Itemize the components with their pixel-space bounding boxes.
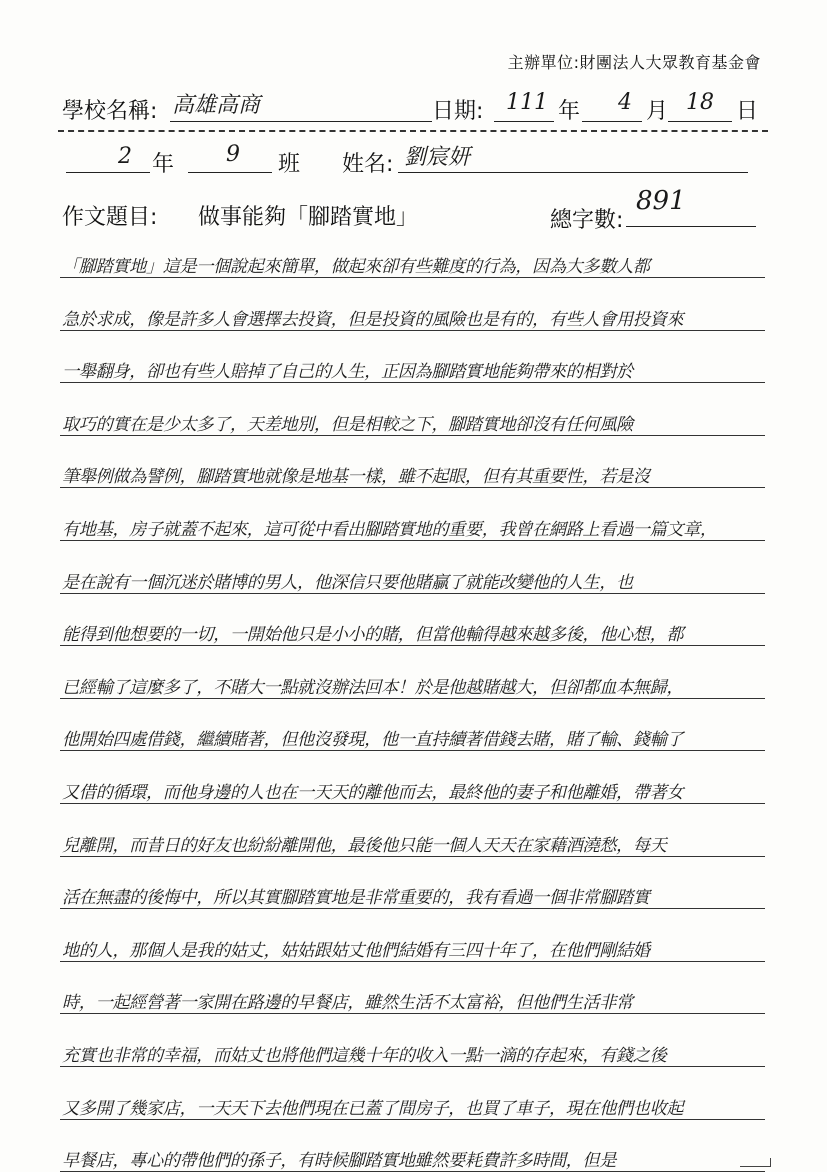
year-underline <box>494 121 554 122</box>
grade-underline <box>66 172 150 173</box>
essay-rule <box>60 856 765 857</box>
essay-rule <box>60 435 765 436</box>
month-underline <box>582 121 642 122</box>
essay-rule <box>60 382 765 383</box>
wordcount-label: 總字數: <box>550 208 624 233</box>
essay-rule <box>60 698 765 699</box>
class-underline <box>188 172 272 173</box>
school-underline <box>170 121 432 122</box>
school-label: 學校名稱: <box>62 99 158 124</box>
essay-line-text: 「腳踏實地」這是一個說起來簡單，做起來卻有些難度的行為，因為大多數人都 <box>62 257 650 277</box>
essay-line-text: 已經輸了這麼多了，不賭大一點就沒辦法回本！於是他越賭越大，但卻都血本無歸， <box>62 677 684 698</box>
class-unit: 班 <box>278 152 301 177</box>
essay-rule <box>60 1119 765 1120</box>
year-unit: 年 <box>558 99 581 124</box>
essay-line-text: 他開始四處借錢，繼續賭著，但他沒發現，他一直持續著借錢去賭，賭了輸、錢輸了 <box>62 730 684 751</box>
essay-line-text: 地的人，那個人是我的姑丈，姑姑跟姑丈他們結婚有三四十年了，在他們剛結婚 <box>62 940 650 961</box>
essay-line-text: 時，一起經營著一家開在路邊的早餐店，雖然生活不太富裕，但他們生活非常 <box>62 993 633 1014</box>
grade-value: 2 <box>118 144 132 169</box>
essay-line-text: 又借的循環，而他身邊的人也在一天天的離他而去，最終他的妻子和他離婚，帶著女 <box>62 783 684 803</box>
topic-value: 做事能夠「腳踏實地」 <box>198 205 419 230</box>
essay-rule <box>60 1013 765 1014</box>
essay-line-text: 急於求成，像是許多人會選擇去投資，但是投資的風險也是有的，有些人會用投資來 <box>62 309 684 330</box>
day-underline <box>668 121 732 122</box>
page-corner-mark <box>740 1158 771 1167</box>
wordcount-value: 891 <box>636 186 686 216</box>
essay-rule <box>60 750 765 751</box>
essay-line-text: 活在無盡的後悔中，所以其實腳踏實地是非常重要的，我有看過一個非常腳踏實 <box>62 888 650 909</box>
name-label: 姓名: <box>342 152 394 177</box>
essay-rule <box>60 277 765 278</box>
essay-line-text: 筆舉例做為譬例，腳踏實地就像是地基一樣，雖不起眼，但有其重要性，若是沒 <box>62 467 650 488</box>
month-unit: 月 <box>646 99 669 124</box>
essay-rule <box>60 487 765 488</box>
school-value: 高雄高商 <box>172 93 261 118</box>
essay-line-text: 有地基，房子就蓋不起來，這可從中看出腳踏實地的重要，我曾在網路上看過一篇文章， <box>62 520 717 540</box>
date-label: 日期: <box>432 99 484 124</box>
essay-line-text: 充實也非常的幸福，而姑丈也將他們這幾十年的收入一點一滴的存起來，有錢之後 <box>62 1046 667 1066</box>
day-value: 18 <box>686 90 714 115</box>
essay-line-text: 取巧的實在是少太多了，天差地別，但是相較之下，腳踏實地卻沒有任何風險 <box>62 414 633 435</box>
essay-rule <box>60 330 765 331</box>
class-value: 9 <box>226 142 240 167</box>
essay-rule <box>60 540 765 541</box>
essay-rule <box>60 908 765 909</box>
essay-line-text: 兒離開，而昔日的好友也紛紛離開他，最後他只能一個人天天在家藉酒澆愁，每天 <box>62 835 667 856</box>
essay-line-text: 一舉翻身，卻也有些人賠掉了自己的人生，正因為腳踏實地能夠帶來的相對於 <box>62 362 633 383</box>
essay-line-text: 能得到他想要的一切，一開始他只是小小的賭，但當他輸得越來越多後，他心想，都 <box>62 625 684 646</box>
organizer-text: 主辦單位:財團法人大眾教育基金會 <box>507 53 761 72</box>
essay-rule <box>60 961 765 962</box>
essay-line-text: 早餐店，專心的帶他們的孫子，有時候腳踏實地雖然要耗費許多時間，但是 <box>62 1151 616 1172</box>
essay-rule <box>60 593 765 594</box>
essay-line-text: 是在說有一個沉迷於賭博的男人，他深信只要他賭贏了就能改變他的人生，也 <box>62 572 633 593</box>
topic-label: 作文題目: <box>62 205 158 230</box>
year-value: 111 <box>506 90 548 115</box>
essay-line-text: 又多開了幾家店，一天天下去他們現在已蓋了間房子，也買了車子，現在他們也收起 <box>62 1098 684 1119</box>
dashed-separator <box>58 130 768 132</box>
essay-rule <box>60 1066 765 1067</box>
name-value: 劉宸妍 <box>404 145 471 170</box>
grade-unit: 年 <box>152 152 175 177</box>
wordcount-underline <box>626 226 756 227</box>
essay-rule <box>60 645 765 646</box>
day-unit: 日 <box>736 99 759 124</box>
month-value: 4 <box>618 90 632 115</box>
name-underline <box>398 172 748 173</box>
essay-rule <box>60 803 765 804</box>
